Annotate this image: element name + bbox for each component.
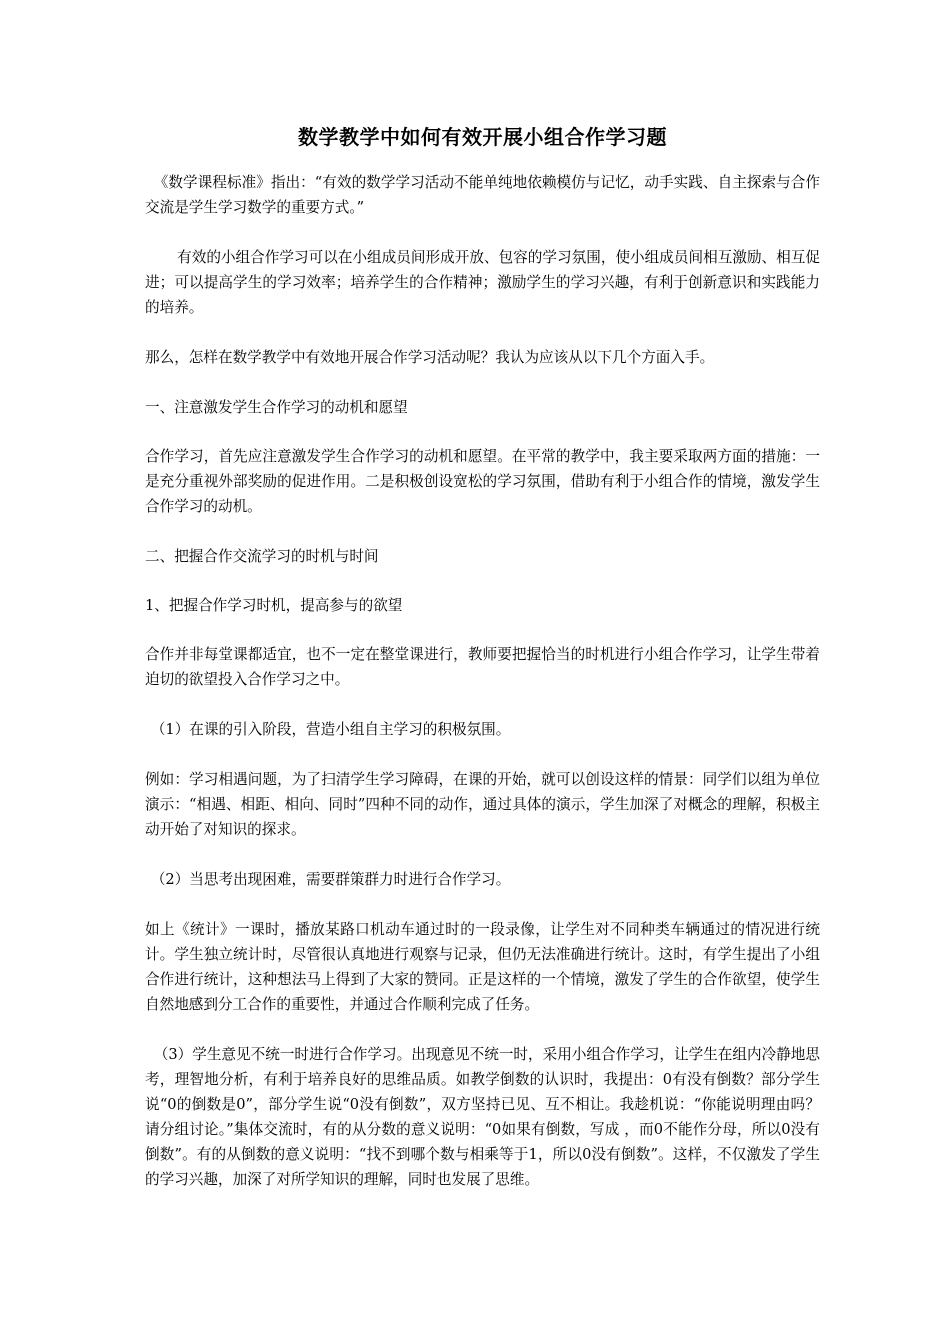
- section-heading-1: 一、注意激发学生合作学习的动机和愿望: [145, 399, 408, 416]
- document-title: 数学教学中如何有效开展小组合作学习题: [298, 125, 667, 149]
- paragraph-example-meeting: 例如：学习相遇问题，为了扫清学生学习障碍，在课的开始，就可以创设这样的情景：同学们以组为单位演示：“相遇、相距、相向、同时”四种不同的动作，通过具体的演示，学生加深了对概念的理解，积极主动开始了对知识的探求。: [145, 771, 820, 838]
- item-heading-1: （1）在课的引入阶段，营造小组自主学习的积极氛围。: [150, 721, 511, 738]
- paragraph-timing: 合作并非每堂课都适宜，也不一定在整堂课进行，教师要把握恰当的时机进行小组合作学习，让学生带着迫切的欲望投入合作学习之中。: [145, 646, 820, 688]
- section-heading-2: 二、把握合作交流学习的时机与时间: [145, 548, 379, 565]
- item-heading-2: （2）当思考出现困难，需要群策群力时进行合作学习。: [150, 871, 511, 888]
- paragraph-curriculum-standard: 《数学课程标准》指出：“有效的数学学习活动不能单纯地依赖模仿与记忆，动手实践、自主探索与合作交流是学生学习数学的重要方式。”: [145, 174, 820, 216]
- paragraph-disagreement: （3）学生意见不统一时进行合作学习。出现意见不统一时，采用小组合作学习，让学生在组内冷静地思考，理智地分析，有利于培养良好的思维品质。如教学倒数的认识时，我提出：0有没有倒数？部分学生说“0的倒数是0”，部分学生说“0没有倒数”，双方坚持已见、互不相让。我趁机说：“你能说明理由吗？请分组讨论。”集体交流时，有的从分数的意义说明：“0如果有倒数，写成 ，而0不能作分母，所以0没有倒数”。有的从倒数的意义说明：“找不到哪个数与相乘等于1，所以0没有倒数”。这样，不仅激发了学生的学习兴趣，加深了对所学知识的理解，同时也发展了思维。: [145, 1046, 820, 1188]
- subsection-heading-1: 1、把握合作学习时机，提高参与的欲望: [145, 597, 403, 614]
- paragraph-question: 那么，怎样在数学教学中有效地开展合作学习活动呢？我认为应该从以下几个方面入手。: [145, 349, 715, 366]
- paragraph-example-statistics: 如上《统计》一课时，播放某路口机动车通过时的一段录像，让学生对不同种类车辆通过的情况进行统计。学生独立统计时，尽管很认真地进行观察与记录，但仍无法准确进行统计。这时，有学生提出了小组合作进行统计，这种想法马上得到了大家的赞同。正是这样的一个情境，激发了学生的合作欲望，使学生自然地感到分工合作的重要性，并通过合作顺利完成了任务。: [145, 921, 820, 1013]
- paragraph-effective-group-learning: 有效的小组合作学习可以在小组成员间形成开放、包容的学习氛围，使小组成员间相互激励、相互促进；可以提高学生的学习效率；培养学生的合作精神；激励学生的学习兴趣，有利于创新意识和实践能力的培养。: [145, 249, 820, 316]
- document-page: [145, 120, 820, 1217]
- paragraph-motivation: 合作学习，首先应注意激发学生合作学习的动机和愿望。在平常的教学中，我主要采取两方面的措施：一是充分重视外部奖励的促进作用。二是积极创设宽松的学习氛围，借助有利于小组合作的情境，激发学生合作学习的动机。: [145, 448, 820, 515]
